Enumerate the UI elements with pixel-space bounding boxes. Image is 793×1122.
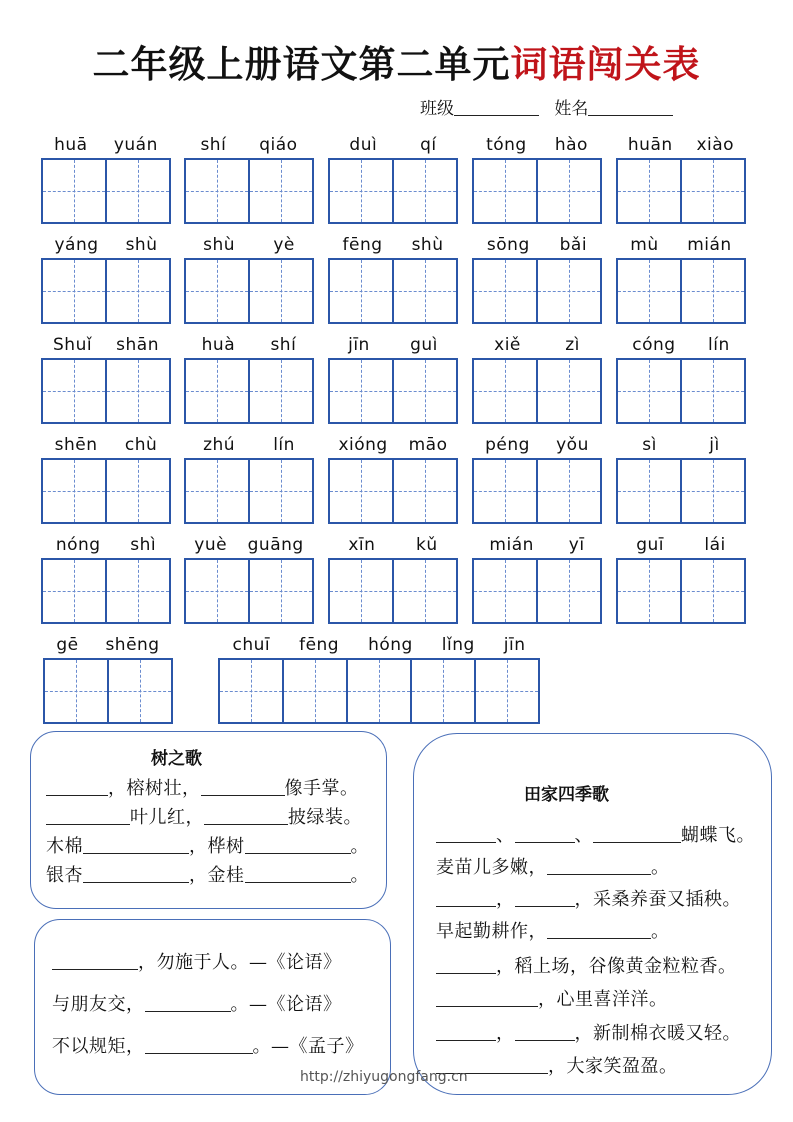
pinyin-label xyxy=(184,334,314,356)
writing-cell[interactable] xyxy=(218,658,284,724)
writing-cell[interactable] xyxy=(184,258,250,324)
pinyin-syllable: zhú xyxy=(203,435,236,455)
pinyin-syllable: shù xyxy=(125,235,158,255)
writing-cell[interactable] xyxy=(328,158,394,224)
page-title xyxy=(0,34,793,88)
writing-cell[interactable] xyxy=(394,158,458,224)
writing-cell[interactable] xyxy=(348,658,412,724)
pinyin-syllable: huà xyxy=(201,335,236,355)
pinyin-label xyxy=(218,634,540,656)
writing-cell[interactable] xyxy=(284,658,348,724)
writing-cell[interactable] xyxy=(682,358,746,424)
answer-blank[interactable] xyxy=(83,837,189,854)
tianzige-boxes xyxy=(472,158,602,224)
pinyin-syllable: chù xyxy=(124,435,158,455)
pinyin-syllable: shù xyxy=(203,235,236,255)
title-red: 词语闯关表 xyxy=(510,43,701,86)
pinyin-syllable: zì xyxy=(565,335,580,355)
tianzige-boxes xyxy=(328,358,458,424)
writing-cell[interactable] xyxy=(538,458,602,524)
writing-cell[interactable] xyxy=(109,658,173,724)
quote-line: 与朋友交， 。—《论语》 xyxy=(52,994,342,1015)
pinyin-syllable: shì xyxy=(130,535,157,555)
pinyin-label xyxy=(472,234,602,256)
class-blank[interactable] xyxy=(454,115,539,116)
pinyin-label xyxy=(41,434,171,456)
answer-blank[interactable] xyxy=(436,957,496,974)
tianzige-boxes xyxy=(616,158,746,224)
poem-line: 、 、 蝴蝶飞。 xyxy=(436,821,755,847)
pinyin-label xyxy=(472,534,602,556)
pinyin-syllable: gē xyxy=(56,635,79,655)
writing-cell[interactable] xyxy=(250,358,314,424)
pinyin-syllable: yáng xyxy=(54,235,99,255)
poem-line: ， ，采桑养蚕又插秧。 xyxy=(436,885,741,911)
writing-cell[interactable] xyxy=(184,358,250,424)
answer-blank[interactable] xyxy=(593,826,681,843)
pinyin-syllable: lín xyxy=(708,335,730,355)
writing-cell[interactable] xyxy=(616,258,682,324)
pinyin-syllable: jīn xyxy=(348,335,370,355)
pinyin-syllable: chuī xyxy=(232,635,271,655)
tianzige-boxes xyxy=(616,358,746,424)
pinyin-syllable: huān xyxy=(627,135,673,155)
writing-cell[interactable] xyxy=(616,558,682,624)
pinyin-syllable: shí xyxy=(200,135,227,155)
writing-cell[interactable] xyxy=(184,158,250,224)
pinyin-syllable: shēn xyxy=(54,435,98,455)
pinyin-syllable: lǐng xyxy=(441,635,475,655)
answer-blank[interactable] xyxy=(515,1024,575,1041)
pinyin-syllable: yuán xyxy=(113,135,158,155)
pinyin-syllable: tóng xyxy=(486,135,527,155)
tianzige-boxes xyxy=(218,658,540,724)
answer-blank[interactable] xyxy=(46,808,130,825)
pinyin-syllable: jīn xyxy=(503,635,526,655)
pinyin-syllable: yuè xyxy=(194,535,228,555)
pinyin-label xyxy=(41,534,171,556)
answer-blank[interactable] xyxy=(46,779,108,796)
writing-cell[interactable] xyxy=(682,458,746,524)
pinyin-syllable: qiáo xyxy=(259,135,298,155)
pinyin-syllable: mù xyxy=(630,235,659,255)
writing-cell[interactable] xyxy=(472,458,538,524)
pinyin-syllable: duì xyxy=(349,135,378,155)
writing-cell[interactable] xyxy=(616,458,682,524)
pinyin-label xyxy=(616,334,746,356)
pinyin-label xyxy=(184,434,314,456)
tianzige-boxes xyxy=(472,558,602,624)
answer-blank[interactable] xyxy=(245,837,351,854)
writing-cell[interactable] xyxy=(250,458,314,524)
writing-cell[interactable] xyxy=(616,158,682,224)
pinyin-syllable: mián xyxy=(489,535,534,555)
pinyin-label xyxy=(328,334,458,356)
quote-line: 不以规矩， 。—《孟子》 xyxy=(52,1036,364,1057)
writing-cell[interactable] xyxy=(43,658,109,724)
writing-cell[interactable] xyxy=(107,158,171,224)
writing-cell[interactable] xyxy=(250,158,314,224)
pinyin-syllable: sì xyxy=(642,435,657,455)
tianzige-boxes xyxy=(184,458,314,524)
pinyin-syllable: jì xyxy=(709,435,720,455)
writing-cell[interactable] xyxy=(41,258,107,324)
tianzige-boxes xyxy=(41,358,171,424)
pinyin-label xyxy=(472,434,602,456)
pinyin-label xyxy=(328,234,458,256)
poem-line: 早起勤耕作， 。 xyxy=(436,921,670,942)
tianzige-boxes xyxy=(616,258,746,324)
pinyin-syllable: cóng xyxy=(632,335,676,355)
writing-cell[interactable] xyxy=(328,558,394,624)
pinyin-syllable: bǎi xyxy=(559,235,588,255)
writing-cell[interactable] xyxy=(41,458,107,524)
writing-cell[interactable] xyxy=(328,258,394,324)
writing-cell[interactable] xyxy=(472,158,538,224)
pinyin-syllable: fēng xyxy=(299,635,340,655)
answer-blank[interactable] xyxy=(436,890,496,907)
tianzige-boxes xyxy=(41,558,171,624)
poem-line: ，大家笑盈盈。 xyxy=(436,1052,678,1078)
writing-cell[interactable] xyxy=(41,358,107,424)
pinyin-label xyxy=(41,134,171,156)
writing-cell[interactable] xyxy=(328,458,394,524)
pinyin-syllable: hóng xyxy=(368,635,413,655)
writing-cell[interactable] xyxy=(472,358,538,424)
pinyin-syllable: huā xyxy=(54,135,88,155)
pinyin-label xyxy=(184,234,314,256)
answer-blank[interactable] xyxy=(52,953,138,970)
writing-cell[interactable] xyxy=(394,358,458,424)
answer-blank[interactable] xyxy=(145,995,231,1012)
pinyin-syllable: sōng xyxy=(486,235,530,255)
poem-line: ， ，新制棉衣暖又轻。 xyxy=(436,1019,741,1045)
pinyin-syllable: qí xyxy=(420,135,437,155)
answer-blank[interactable] xyxy=(245,866,351,883)
tianzige-boxes xyxy=(472,358,602,424)
writing-cell[interactable] xyxy=(472,258,538,324)
writing-cell[interactable] xyxy=(41,558,107,624)
pinyin-label xyxy=(616,234,746,256)
writing-cell[interactable] xyxy=(184,458,250,524)
class-name-line xyxy=(420,94,673,119)
writing-cell[interactable] xyxy=(538,158,602,224)
writing-cell[interactable] xyxy=(682,258,746,324)
pinyin-label xyxy=(184,534,314,556)
writing-cell[interactable] xyxy=(394,458,458,524)
pinyin-syllable: mián xyxy=(687,235,732,255)
pinyin-syllable: xiào xyxy=(696,135,735,155)
writing-cell[interactable] xyxy=(538,558,602,624)
writing-cell[interactable] xyxy=(328,358,394,424)
pinyin-label xyxy=(616,434,746,456)
tianzige-boxes xyxy=(184,158,314,224)
tianzige-boxes xyxy=(184,258,314,324)
pinyin-syllable: kǔ xyxy=(416,535,438,555)
poem-line: ，榕树壮， 像手掌。 xyxy=(46,774,359,800)
poem-line: 木棉 ，桦树 。 xyxy=(46,836,369,857)
writing-cell[interactable] xyxy=(476,658,540,724)
tianzige-boxes xyxy=(184,558,314,624)
writing-cell[interactable] xyxy=(107,558,171,624)
poem-line: 叶儿红， 披绿装。 xyxy=(46,803,362,829)
pinyin-syllable: guāng xyxy=(247,535,304,555)
tianzige-boxes xyxy=(616,558,746,624)
pinyin-syllable: hào xyxy=(554,135,588,155)
pinyin-syllable: shān xyxy=(116,335,159,355)
pinyin-syllable: xīn xyxy=(348,535,376,555)
pinyin-syllable: fēng xyxy=(342,235,383,255)
pinyin-label xyxy=(43,634,173,656)
poem-line: 银杏 ，金桂 。 xyxy=(46,865,369,886)
answer-blank[interactable] xyxy=(145,1037,253,1054)
pinyin-syllable: lín xyxy=(273,435,295,455)
poem-line: ，心里喜洋洋。 xyxy=(436,985,668,1011)
writing-cell[interactable] xyxy=(538,358,602,424)
writing-cell[interactable] xyxy=(394,558,458,624)
pinyin-syllable: shí xyxy=(270,335,297,355)
pinyin-label xyxy=(328,434,458,456)
class-label: 班级 xyxy=(420,99,454,119)
writing-cell[interactable] xyxy=(616,358,682,424)
pinyin-syllable: yè xyxy=(273,235,295,255)
writing-cell[interactable] xyxy=(412,658,476,724)
writing-cell[interactable] xyxy=(682,558,746,624)
pinyin-syllable: yǒu xyxy=(556,435,589,455)
answer-blank[interactable] xyxy=(83,866,189,883)
writing-cell[interactable] xyxy=(184,558,250,624)
pinyin-label xyxy=(472,134,602,156)
writing-cell[interactable] xyxy=(107,458,171,524)
quote-line: ，勿施于人。—《论语》 xyxy=(52,948,342,974)
writing-cell[interactable] xyxy=(472,558,538,624)
pinyin-syllable: guì xyxy=(410,335,438,355)
tianzige-boxes xyxy=(328,158,458,224)
tianzige-boxes xyxy=(41,458,171,524)
tianzige-boxes xyxy=(41,158,171,224)
pinyin-syllable: péng xyxy=(485,435,530,455)
footer-url: http://zhiyugongfang.cn xyxy=(300,1069,468,1085)
pinyin-label xyxy=(41,234,171,256)
answer-blank[interactable] xyxy=(547,922,651,939)
answer-blank[interactable] xyxy=(204,808,288,825)
pinyin-label xyxy=(616,134,746,156)
panel-title: 树之歌 xyxy=(151,749,202,769)
shu-zhi-ge-panel xyxy=(30,731,387,909)
tianzige-boxes xyxy=(328,258,458,324)
answer-blank[interactable] xyxy=(515,890,575,907)
tianzige-boxes xyxy=(41,258,171,324)
tianzige-boxes xyxy=(472,258,602,324)
answer-blank[interactable] xyxy=(436,990,538,1007)
answer-blank[interactable] xyxy=(436,1024,496,1041)
pinyin-label xyxy=(616,534,746,556)
name-blank[interactable] xyxy=(588,115,673,116)
answer-blank[interactable] xyxy=(515,826,575,843)
poem-line: ，稻上场，谷像黄金粒粒香。 xyxy=(436,952,737,978)
pinyin-label xyxy=(184,134,314,156)
poem-line: 麦苗儿多嫩， 。 xyxy=(436,857,670,878)
answer-blank[interactable] xyxy=(201,779,285,796)
pinyin-syllable: māo xyxy=(408,435,448,455)
tianzige-boxes xyxy=(328,558,458,624)
writing-cell[interactable] xyxy=(394,258,458,324)
panel-title: 田家四季歌 xyxy=(524,785,609,805)
tianzige-boxes xyxy=(43,658,173,724)
writing-cell[interactable] xyxy=(250,558,314,624)
tian-jia-panel xyxy=(413,733,772,1095)
writing-cell[interactable] xyxy=(107,358,171,424)
tianzige-boxes xyxy=(616,458,746,524)
writing-cell[interactable] xyxy=(538,258,602,324)
tianzige-boxes xyxy=(184,358,314,424)
writing-cell[interactable] xyxy=(682,158,746,224)
pinyin-syllable: guī xyxy=(636,535,664,555)
writing-cell[interactable] xyxy=(107,258,171,324)
tianzige-boxes xyxy=(328,458,458,524)
tianzige-boxes xyxy=(472,458,602,524)
pinyin-syllable: xióng xyxy=(338,435,388,455)
pinyin-label xyxy=(41,334,171,356)
answer-blank[interactable] xyxy=(436,826,496,843)
pinyin-syllable: Shuǐ xyxy=(53,335,93,355)
title-black: 二年级上册语文第二单元 xyxy=(92,43,511,86)
pinyin-syllable: nóng xyxy=(55,535,101,555)
pinyin-label xyxy=(328,534,458,556)
pinyin-syllable: shù xyxy=(411,235,444,255)
writing-cell[interactable] xyxy=(41,158,107,224)
pinyin-syllable: xiě xyxy=(494,335,521,355)
pinyin-label xyxy=(328,134,458,156)
pinyin-syllable: shēng xyxy=(105,635,160,655)
answer-blank[interactable] xyxy=(547,858,651,875)
name-label: 姓名 xyxy=(554,99,589,119)
pinyin-syllable: yī xyxy=(568,535,585,555)
writing-cell[interactable] xyxy=(250,258,314,324)
pinyin-label xyxy=(472,334,602,356)
pinyin-syllable: lái xyxy=(704,535,726,555)
